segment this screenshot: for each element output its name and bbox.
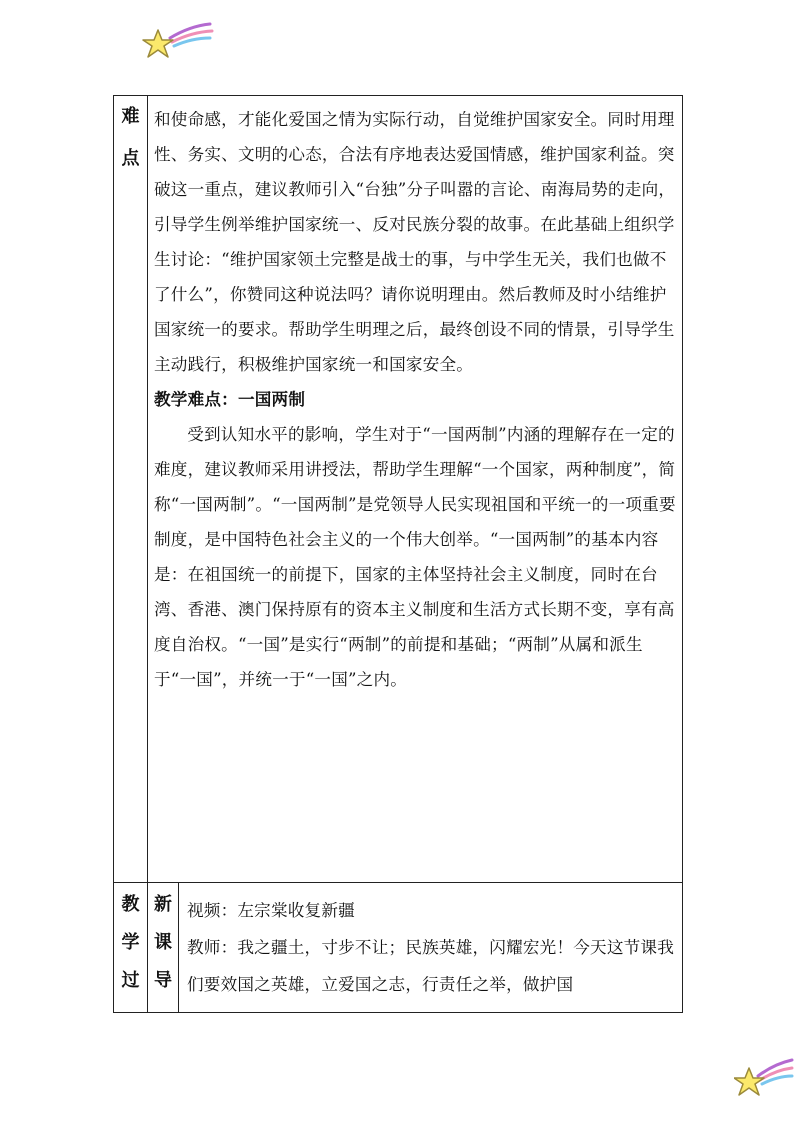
row-label-process: [114, 882, 148, 1012]
row-label-char: 课: [154, 932, 172, 953]
intro-content: [187, 892, 677, 1003]
row-label-char: 导: [154, 970, 172, 991]
row-label-char: 点: [121, 148, 140, 169]
shooting-star-icon: [734, 1052, 794, 1100]
body-paragraph: 和使命感，才能化爱国之情为实际行动，自觉维护国家安全。同时用理性、务实、文明的心态，合法有序地表达爱国情感，维护国家利益。突破这一重点，建议教师引入“台独”分子叫嚣的言论、南海局势的走向，引导学生例举维护国家统一、反对民族分裂的故事。在此基础上组织学生讨论：“维护国家领土完整是战士的事，与中学生无关，我们也做不了什么”，你赞同这种说法吗？请你说明理由。然后教师及时小结维护国家统一的要求。帮助学生明理之后，最终创设不同的情景，引导学生主动践行，积极维护国家统一和国家安全。: [154, 110, 676, 374]
row-label-char: 难: [121, 106, 140, 127]
row-label-char: 教: [121, 894, 140, 915]
body-paragraph: 教师：我之疆土，寸步不让；民族英雄，闪耀宏光！今天这节课我们要效国之英雄，立爱国之志，行责任之举，做护国: [187, 938, 675, 994]
row-label-intro: [148, 882, 179, 1012]
body-paragraph: 受到认知水平的影响，学生对于“一国两制”内涵的理解存在一定的难度，建议教师采用讲授法，帮助学生理解“一个国家，两种制度”，简称“一国两制”。“一国两制”是党领导人民实现祖国和平统一的一项重要制度，是中国特色社会主义的一个伟大创举。“一国两制”的基本内容是：在祖国统一的前提下，国家的主体坚持社会主义制度，同时在台湾、香港、澳门保持原有的资本主义制度和生活方式长期不变，享有高度自治权。“一国”是实行“两制”的前提和基础；“两制”从属和派生于“一国”，并统一于“一国”之内。: [154, 425, 676, 689]
body-line: 视频：左宗棠收复新疆: [187, 901, 355, 920]
table-row-difficulty: [114, 96, 682, 883]
row-label-difficulty: [114, 96, 148, 882]
table-row-teaching-process: [114, 882, 682, 1012]
row-label-char: 学: [121, 932, 140, 953]
row-label-char: 过: [121, 970, 140, 991]
shooting-star-icon: [140, 18, 216, 64]
section-heading: 教学难点：一国两制: [154, 389, 306, 409]
lesson-plan-table: [113, 95, 683, 1013]
row-label-char: 新: [154, 894, 172, 915]
difficulty-content: [154, 102, 676, 697]
